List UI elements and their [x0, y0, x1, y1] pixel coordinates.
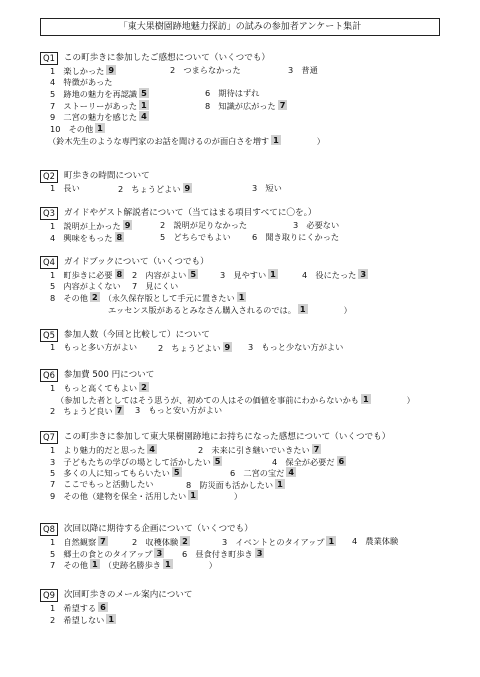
question-heading — [40, 329, 480, 342]
response-count: 1 — [165, 559, 171, 570]
answer-row — [40, 135, 480, 147]
answer-row — [40, 77, 480, 89]
response-count: 1 — [91, 559, 98, 570]
option-label: 1 楽しかった — [50, 66, 105, 76]
answer-row — [40, 304, 480, 316]
page-title: 「東大果樹園跡地魅力探訪」の試みの参加者アンケート集計 — [40, 18, 440, 36]
question-heading — [40, 207, 480, 220]
option-label: 1 もっと多い方がよい — [50, 342, 138, 352]
option-label: 3 もっと安い方がよい — [135, 405, 223, 416]
answer-option — [50, 281, 121, 293]
answer-option — [135, 405, 222, 417]
option-label: 3 短い — [252, 183, 282, 193]
answer-option — [252, 183, 282, 195]
response-count: 1 — [299, 303, 306, 314]
response-count: 2 — [141, 382, 147, 392]
response-count: 8 — [116, 269, 123, 279]
response-count: 1 — [97, 122, 103, 133]
response-count: 7 — [279, 99, 286, 110]
answer-option — [50, 405, 124, 418]
response-count: 9 — [184, 183, 191, 193]
answer-option — [160, 220, 247, 232]
question-text: 参加人数（今回と比較して）について — [63, 330, 210, 340]
question-text: 参加費 500 円について — [63, 370, 155, 380]
option-label: 3 必要ない — [293, 220, 340, 230]
answer-row — [40, 548, 480, 560]
question-block-q8 — [40, 523, 480, 571]
option-label: 4 農業体験 — [352, 536, 399, 546]
answer-option — [50, 614, 116, 627]
answer-option — [288, 65, 318, 77]
option-label: 8 防災面も活かしたい — [186, 479, 274, 490]
option-label: 1 希望する — [50, 603, 97, 613]
answer-row — [40, 614, 480, 626]
option-label: 4 保全が必要だ — [272, 456, 335, 467]
option-label: 5 郷土の食とのタイアップ — [50, 548, 153, 559]
question-block-q5 — [40, 329, 480, 354]
option-label: 6 昼食付き町歩き — [182, 548, 253, 559]
response-count: 1 — [273, 134, 279, 145]
option-label: 1 長い — [50, 183, 80, 193]
question-number: Q8 — [40, 523, 58, 536]
question-text: ガイドやゲスト解説者について（当てはまる項目すべてに〇を。） — [63, 208, 317, 218]
response-count: 3 — [156, 547, 163, 558]
response-count: 1 — [328, 536, 335, 546]
response-count: 7 — [116, 405, 123, 416]
option-label: 9 二宮の魅力を感じた — [50, 112, 138, 123]
answer-row — [40, 490, 480, 502]
option-label: 6 聞き取りにくかった — [252, 231, 340, 242]
question-heading — [40, 589, 480, 602]
question-block-q2 — [40, 170, 480, 195]
option-label: 6 二宮の宝だ — [230, 468, 285, 479]
closing-paren: ） — [316, 135, 325, 146]
response-count: 8 — [116, 231, 123, 242]
closing-paren: ） — [233, 491, 243, 502]
answer-row — [40, 88, 480, 100]
option-label: （参加した者としてはそう思うが、初めての人はその価値を事前にわからないかも — [56, 394, 359, 405]
answer-row — [40, 183, 480, 195]
response-count: 5 — [173, 467, 180, 478]
response-count: 3 — [360, 269, 367, 279]
option-label: 7 見にくい — [132, 280, 179, 291]
answer-option — [170, 65, 241, 77]
response-count: 1 — [270, 269, 276, 279]
answer-option — [118, 183, 192, 196]
option-label: 5 多くの人に知ってもらいたい — [50, 468, 170, 479]
option-label: 2 説明が足りなかった — [160, 220, 248, 230]
answer-row — [40, 220, 480, 232]
option-label: 5 どちらでもよい — [160, 231, 231, 242]
answer-row — [40, 559, 480, 571]
response-count: 5 — [190, 269, 197, 279]
answer-row — [40, 232, 480, 244]
answer-row — [40, 456, 480, 468]
closing-paren: ） — [343, 304, 352, 315]
answer-option — [50, 342, 137, 354]
option-label: 1 より魅力的だと思った — [50, 445, 146, 455]
answer-row — [40, 342, 480, 354]
response-count: 7 — [313, 444, 320, 454]
response-count: 6 — [100, 602, 106, 612]
question-text: この町歩きに参加したご感想について（いくつでも） — [63, 53, 271, 63]
response-count: 5 — [214, 455, 221, 466]
answer-row — [40, 100, 480, 112]
response-count: 4 — [141, 111, 147, 122]
option-note: （永久保存版として手元に置きたい — [103, 293, 235, 304]
answer-option — [50, 183, 80, 195]
answer-option — [158, 342, 232, 355]
option-label: 1 もっと高くてもよい — [50, 383, 138, 393]
response-count: 1 — [141, 99, 147, 110]
closing-paren: ） — [406, 394, 415, 405]
answer-row — [40, 382, 480, 394]
question-heading — [40, 52, 480, 65]
question-number: Q2 — [40, 170, 58, 183]
option-label: 2 つまらなかった — [170, 65, 241, 75]
option-label: 2 希望しない — [50, 614, 105, 625]
response-count: 7 — [100, 536, 106, 546]
answer-option — [352, 536, 398, 548]
question-text: 次回町歩きのメール案内について — [63, 590, 193, 600]
answer-row — [40, 602, 480, 614]
answer-row — [40, 479, 480, 491]
question-heading — [40, 170, 480, 183]
question-block-q7 — [40, 431, 480, 502]
option-label: 3 普通 — [288, 65, 318, 75]
question-text: 町歩きの時間について — [63, 171, 150, 181]
answer-option — [160, 232, 231, 244]
option-label: 4 特徴があった — [50, 76, 113, 87]
question-number: Q7 — [40, 431, 58, 444]
response-count: 1 — [108, 613, 115, 624]
response-count: 3 — [256, 547, 263, 558]
option-label: 3 見やすい — [220, 270, 267, 280]
answer-row — [40, 111, 480, 123]
response-count: 1 — [238, 292, 245, 303]
option-label: 2 ちょうど良い — [50, 406, 113, 417]
answer-option — [50, 559, 217, 572]
question-text: ガイドブックについて（いくつでも） — [63, 257, 209, 267]
question-number: Q9 — [40, 589, 58, 602]
answer-option — [50, 479, 153, 491]
response-count: 5 — [141, 88, 147, 99]
response-count: 1 — [190, 490, 196, 501]
option-label: 3 子どもたちの学びの場として活かしたい — [50, 456, 211, 467]
question-number: Q6 — [40, 369, 58, 382]
answer-row — [40, 65, 480, 77]
answer-option — [293, 220, 339, 232]
option-label: 2 内容がよい — [132, 270, 187, 280]
response-count: 1 — [362, 393, 369, 404]
question-text: この町歩きに参加して東大果樹園跡地にお持ちになった感想について（いくつでも） — [63, 432, 391, 442]
answer-row — [40, 281, 480, 293]
option-label: （鈴木先生のような専門家のお話を聞けるのが面白さを増す — [48, 135, 270, 146]
option-label: 1 説明が上かった — [50, 221, 121, 231]
option-label: 8 その他 — [50, 293, 88, 304]
question-heading — [40, 431, 480, 444]
option-label: 6 期待はずれ — [205, 88, 260, 99]
answer-option — [108, 304, 352, 317]
option-label: 10 その他 — [50, 123, 94, 134]
option-label: 2 収穫体験 — [132, 537, 179, 547]
response-count: 2 — [91, 292, 98, 303]
answer-option — [50, 232, 124, 245]
answer-option — [205, 88, 259, 100]
answer-row — [40, 536, 480, 548]
response-count: 4 — [149, 444, 155, 454]
option-label: 2 ちょうどよい — [118, 184, 181, 194]
option-label: 5 跡地の魅力を再認識 — [50, 89, 138, 100]
option-note: （史跡名勝歩き — [103, 560, 161, 571]
option-label: 1 自然観察 — [50, 537, 97, 547]
answer-row — [40, 394, 480, 406]
answer-row — [40, 123, 480, 135]
question-number: Q4 — [40, 256, 58, 269]
response-count: 6 — [338, 455, 345, 466]
question-number: Q1 — [40, 52, 58, 65]
question-block-q1 — [40, 52, 480, 146]
option-label: 9 その他（建物を保全・活用したい — [50, 491, 187, 502]
option-label: 8 知識が広がった — [205, 100, 276, 111]
option-label: 2 ちょうどよい — [158, 343, 221, 353]
option-label: 3 もっと少ない方がよい — [248, 342, 344, 352]
answer-option — [252, 232, 339, 244]
option-label: 7 ここでもっと活動したい — [50, 478, 154, 489]
answer-option — [48, 135, 325, 148]
question-heading — [40, 256, 480, 269]
answer-row — [40, 292, 480, 304]
answer-row — [40, 444, 480, 456]
option-label: 7 その他 — [50, 560, 88, 571]
question-block-q9 — [40, 589, 480, 625]
question-heading — [40, 369, 480, 382]
response-count: 9 — [124, 220, 131, 230]
answer-option — [248, 342, 343, 354]
response-count: 2 — [182, 536, 188, 546]
question-block-q3 — [40, 207, 480, 243]
answer-row — [40, 405, 480, 417]
option-label: 5 内容がよくない — [50, 280, 121, 291]
question-number: Q3 — [40, 207, 58, 220]
option-label: 4 興味をもった — [50, 232, 113, 243]
question-text: 次回以降に期待する企画について（いくつでも） — [63, 524, 253, 534]
response-count: 1 — [277, 478, 283, 489]
answer-row — [40, 269, 480, 281]
answer-option — [50, 77, 112, 89]
option-label: 2 未来に引き継いでいきたい — [198, 445, 310, 455]
question-number: Q5 — [40, 329, 58, 342]
answer-option — [50, 490, 242, 503]
response-count: 9 — [108, 65, 115, 75]
option-label: 4 役にたった — [302, 270, 357, 280]
option-label: 3 イベントとのタイアップ — [222, 537, 325, 547]
closing-paren: ） — [208, 560, 217, 571]
option-label: エッセンス版があるとみなさん購入されるのでは。 — [108, 304, 296, 315]
question-block-q6 — [40, 369, 480, 417]
option-label: 1 町歩きに必要 — [50, 270, 113, 280]
question-heading — [40, 523, 480, 536]
response-count: 9 — [224, 342, 231, 352]
question-block-q4 — [40, 256, 480, 315]
answer-row — [40, 467, 480, 479]
answer-option — [132, 281, 178, 293]
response-count: 4 — [288, 467, 295, 478]
option-label: 7 ストーリーがあった — [50, 100, 138, 111]
